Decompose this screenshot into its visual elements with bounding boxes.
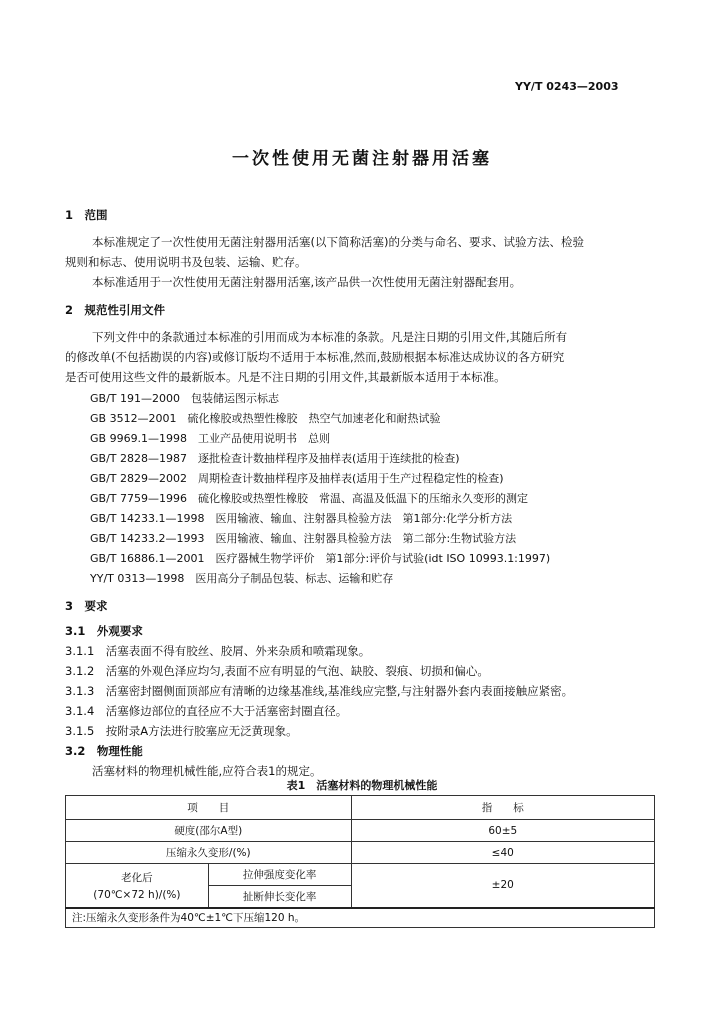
section-1-para-1-line-1: 本标准规定了一次性使用无菌注射器用活塞(以下简称活塞)的分类与命名、要求、试验方法、检验 xyxy=(92,235,584,249)
elongation-label: 扯断伸长变化率 xyxy=(208,886,351,908)
clause-3-1-5: 3.1.5 按附录A方法进行胶塞应无泛黄现象。 xyxy=(65,724,298,738)
hardness-value: 60±5 xyxy=(351,820,654,842)
section-2-para-line-3: 是否可使用这些文件的最新版本。凡是不注日期的引用文件,其最新版本适用于本标准。 xyxy=(65,370,506,384)
compression-value: ≤40 xyxy=(351,842,654,864)
aging-value: ±20 xyxy=(351,864,654,908)
clause-3-2-text: 活塞材料的物理机械性能,应符合表1的规定。 xyxy=(92,764,322,778)
normative-reference: GB/T 2829—2002 周期检查计数抽样程序及抽样表(适用于生产过程稳定性的检查) xyxy=(90,472,504,485)
section-1-para-1-line-2: 规则和标志、使用说明书及包装、运输、贮存。 xyxy=(65,255,307,269)
physical-properties-table xyxy=(65,795,655,928)
table-caption: 表1 活塞材料的物理机械性能 xyxy=(286,779,438,792)
aging-label-line-1: 老化后 xyxy=(121,871,153,884)
clause-3-1-heading: 3.1 外观要求 xyxy=(65,624,143,638)
normative-reference: GB/T 7759—1996 硫化橡胶或热塑性橡胶 常温、高温及低温下的压缩永久变形的测定 xyxy=(90,492,528,505)
table-row xyxy=(66,842,655,864)
compression-label: 压缩永久变形/(%) xyxy=(66,842,352,864)
standard-code: YY/T 0243—2003 xyxy=(515,80,619,93)
section-1-para-2: 本标准适用于一次性使用无菌注射器用活塞,该产品供一次性使用无菌注射器配套用。 xyxy=(92,275,522,289)
table-row xyxy=(66,864,655,886)
normative-reference: GB/T 14233.1—1998 医用输液、输血、注射器具检验方法 第1部分:化学分析方法 xyxy=(90,512,513,525)
clause-3-1-1: 3.1.1 活塞表面不得有胶丝、胶屑、外来杂质和喷霜现象。 xyxy=(65,644,371,658)
normative-reference: GB/T 16886.1—2001 医疗器械生物学评价 第1部分:评价与试验(idt ISO 10993.1:1997) xyxy=(90,552,551,565)
clause-3-1-2: 3.1.2 活塞的外观色泽应均匀,表面不应有明显的气泡、缺胶、裂痕、切损和偏心。 xyxy=(65,664,489,678)
section-2-para-line-1: 下列文件中的条款通过本标准的引用而成为本标准的条款。凡是注日期的引用文件,其随后所有 xyxy=(92,330,568,344)
section-2-heading: 2 规范性引用文件 xyxy=(65,303,166,317)
section-3-heading: 3 要求 xyxy=(65,599,108,613)
clause-3-1-3: 3.1.3 活塞密封圈侧面顶部应有清晰的边缘基准线,基准线应完整,与注射器外套内表面接触应紧密。 xyxy=(65,684,574,698)
document-title: 一次性使用无菌注射器用活塞 xyxy=(232,149,492,169)
clause-3-1-4: 3.1.4 活塞修边部位的直径应不大于活塞密封圈直径。 xyxy=(65,704,348,718)
normative-reference: GB 9969.1—1998 工业产品使用说明书 总则 xyxy=(90,432,331,445)
hardness-label: 硬度(邵尔A型) xyxy=(66,820,352,842)
normative-reference: YY/T 0313—1998 医用高分子制品包装、标志、运输和贮存 xyxy=(90,572,394,585)
tensile-label: 拉伸强度变化率 xyxy=(208,864,351,886)
section-1-heading: 1 范围 xyxy=(65,208,108,222)
section-2-para-line-2: 的修改单(不包括勘误的内容)或修订版均不适用于本标准,然而,鼓励根据本标准达成协议的各方研究 xyxy=(65,350,565,364)
table-header-row xyxy=(66,796,655,820)
table-note-row xyxy=(66,908,655,928)
normative-reference: GB/T 14233.2—1993 医用输液、输血、注射器具检验方法 第二部分:生物试验方法 xyxy=(90,532,517,545)
normative-reference: GB 3512—2001 硫化橡胶或热塑性橡胶 热空气加速老化和耐热试验 xyxy=(90,412,441,425)
normative-reference: GB/T 2828—1987 逐批检查计数抽样程序及抽样表(适用于连续批的检查) xyxy=(90,452,460,465)
column-header-index: 指 标 xyxy=(351,796,654,820)
table-note: 注:压缩永久变形条件为40℃±1℃下压缩120 h。 xyxy=(66,908,655,928)
clause-3-2-heading: 3.2 物理性能 xyxy=(65,744,143,758)
aging-label xyxy=(66,864,209,908)
table-row xyxy=(66,820,655,842)
aging-label-line-2: (70℃×72 h)/(%) xyxy=(93,888,181,901)
normative-reference: GB/T 191—2000 包装储运图示标志 xyxy=(90,392,279,405)
column-header-item: 项 目 xyxy=(66,796,352,820)
